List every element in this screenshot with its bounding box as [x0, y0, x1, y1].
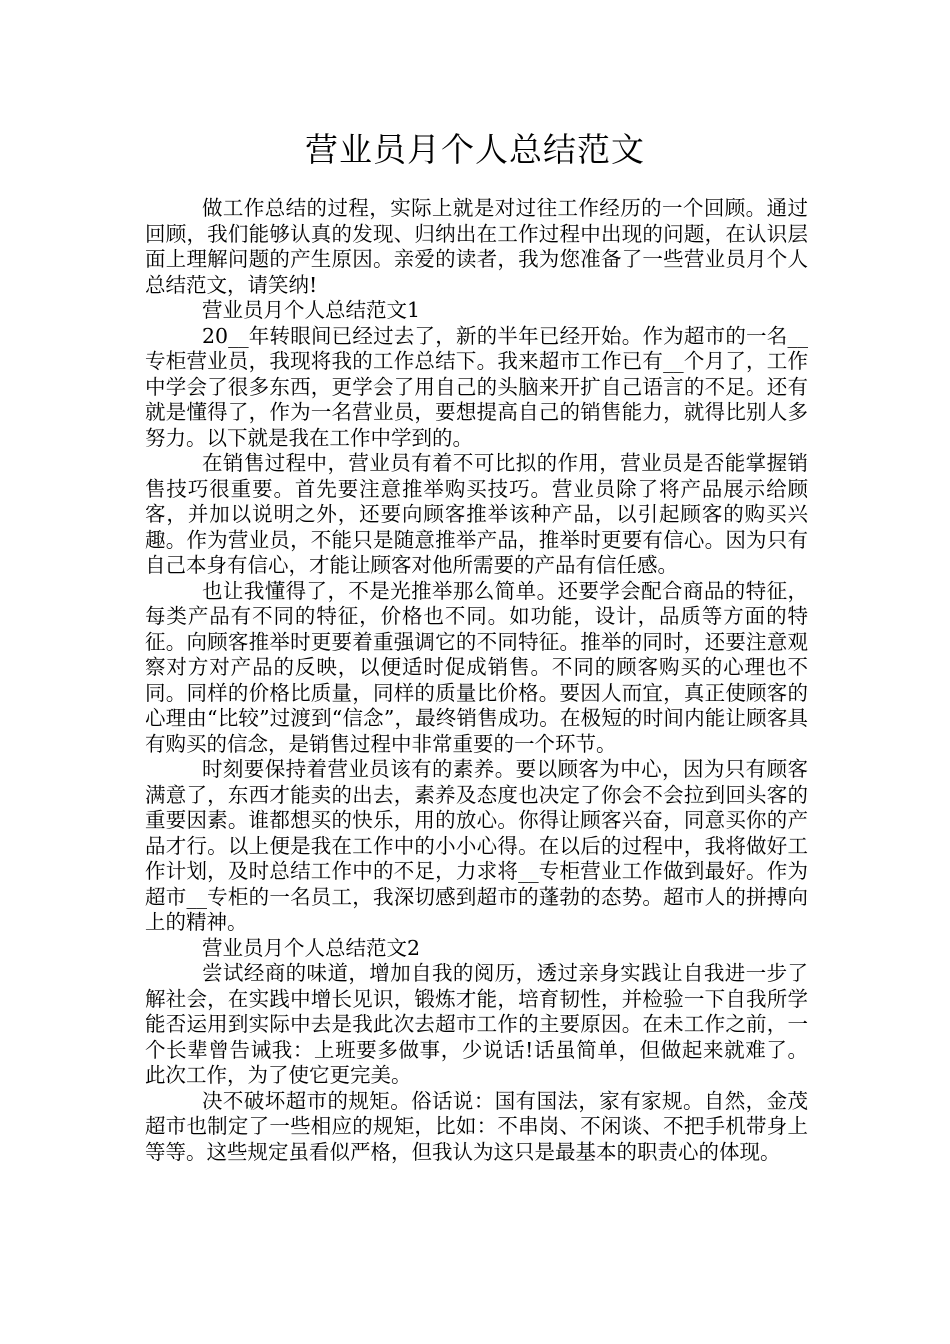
paragraph: 尝试经商的味道，增加自我的阅历，透过亲身实践让自我进一步了解社会，在实践中增长见识，锻炼才能，培育韧性，并检验一下自我所学能否运用到实际中去是我此次去超市工作的主要原因。在未工作之前，一个长辈曾告诫我：上班要多做事，少说话!话虽简单，但做起来就难了。此次工作，为了使它更完美。 [145, 961, 808, 1087]
paragraph: 也让我懂得了，不是光推举那么简单。还要学会配合商品的特征，每类产品有不同的特征，价格也不同。如功能，设计，品质等方面的特征。向顾客推举时更要着重强调它的不同特征。推举的同时，还要注意观察对方对产品的反映，以便适时促成销售。不同的顾客购买的心理也不同。同样的价格比质量，同样的质量比价格。要因人而宜，真正使顾客的心理由“比较”过渡到“信念”，最终销售成功。在极短的时间内能让顾客具有购买的信念，是销售过程中非常重要的一个环节。 [145, 578, 808, 756]
paragraph: 决不破坏超市的规矩。俗话说：国有国法，家有家规。自然，金茂超市也制定了一些相应的规矩，比如：不串岗、不闲谈、不把手机带身上等等。这些规定虽看似严格，但我认为这只是最基本的职责心的体现。 [145, 1088, 808, 1164]
paragraph-intro: 做工作总结的过程，实际上就是对过往工作经历的一个回顾。通过回顾，我们能够认真的发现、归纳出在工作过程中出现的问题，在认识层面上理解问题的产生原因。亲爱的读者，我为您准备了一些营业员月个人总结范文，请笑纳! [145, 196, 808, 297]
document-title: 营业员月个人总结范文 [305, 130, 645, 169]
paragraph: 时刻要保持着营业员该有的素养。要以顾客为中心，因为只有顾客满意了，东西才能卖的出去，素养及态度也决定了你会不会拉到回头客的重要因素。谁都想买的快乐，用的放心。你得让顾客兴奋，同意买你的产品才行。以上便是我在工作中的小小心得。在以后的过程中，我将做好工作计划，及时总结工作中的不足，力求将__专柜营业工作做到最好。作为超市__专柜的一名员工，我深切感到超市的蓬勃的态势。超市人的拼搏向上的精神。 [145, 757, 808, 934]
section-heading-2: 营业员月个人总结范文2 [202, 935, 421, 960]
paragraph: 在销售过程中，营业员有着不可比拟的作用，营业员是否能掌握销售技巧很重要。首先要注意推举购买技巧。营业员除了将产品展示给顾客，并加以说明之外，还要向顾客推举该种产品，以引起顾客的购买兴趣。作为营业员，不能只是随意推举产品，推举时更要有信心。因为只有自己本身有信心，才能让顾客对他所需要的产品有信任感。 [145, 451, 808, 577]
paragraph: 20__年转眼间已经过去了，新的半年已经开始。作为超市的一名__专柜营业员，我现将我的工作总结下。我来超市工作已有__个月了，工作中学会了很多东西，更学会了用自己的头脑来开扩自己语言的不足。还有就是懂得了，作为一名营业员，要想提高自己的销售能力，就得比别人多努力。以下就是我在工作中学到的。 [145, 323, 808, 450]
document-body [145, 196, 808, 1165]
section-heading-1: 营业员月个人总结范文1 [202, 298, 421, 322]
